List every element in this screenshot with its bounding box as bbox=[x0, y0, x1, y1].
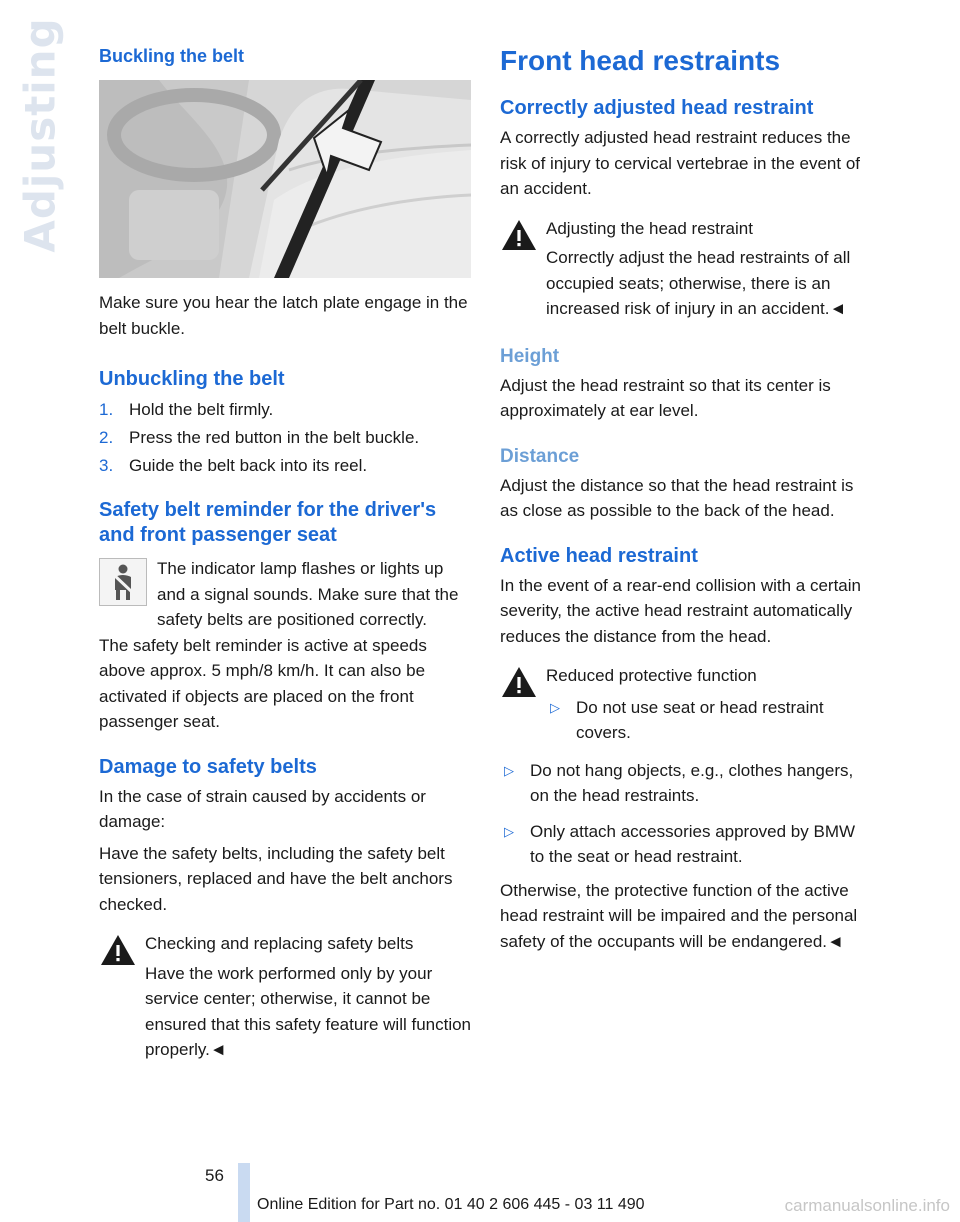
list-item: ▷ Only attach accessories approved by BMW to the seat or head restraint. bbox=[500, 819, 872, 870]
reminder-text-2: The safety belt reminder is active at speeds above approx. 5 mph/8 km/h. It can also be activated if objects are placed on the front passenger seat. bbox=[99, 635, 427, 731]
seat-belt-photo bbox=[99, 80, 471, 278]
seatbelt-indicator-icon bbox=[99, 558, 147, 606]
warning-bullets-cont bbox=[500, 758, 872, 870]
seat-belt-illustration bbox=[99, 80, 471, 278]
bullet-triangle-icon: ▷ bbox=[504, 762, 514, 778]
left-column bbox=[99, 40, 471, 1063]
closing-text: Otherwise, the protective function of the active head restraint will be impaired and the personal safety of the occupants will be endangered.◄ bbox=[500, 880, 858, 951]
height-heading: Height bbox=[500, 345, 560, 367]
distance-heading: Distance bbox=[500, 445, 580, 467]
reminder-heading: Safety belt reminder for the driver's and front passenger seat bbox=[99, 499, 437, 546]
height-text: Adjust the head restraint so that its center is approximately at ear level. bbox=[500, 375, 831, 420]
correct-text: A correctly adjusted head restraint reduces the risk of injury to cervical vertebrae in the event of an accident. bbox=[500, 128, 860, 198]
edition-text: Online Edition for Part no. 01 40 2 606 445 - 03 11 490 bbox=[257, 1196, 645, 1213]
watermark: carmanualsonline.info bbox=[784, 1196, 950, 1215]
warning-title: Reduced protective function bbox=[546, 666, 757, 685]
section-tab-label: Adjusting bbox=[15, 17, 65, 253]
bullet-triangle-icon: ▷ bbox=[550, 699, 560, 715]
warning-text: Have the work performed only by your service center; otherwise, it cannot be ensured that this safety feature will function properly.◄ bbox=[145, 963, 472, 1059]
adjust-warning-note bbox=[500, 216, 872, 322]
main-heading: Front head restraints bbox=[500, 45, 781, 76]
warning-title: Checking and replacing safety belts bbox=[145, 934, 414, 953]
list-item: ▷ Do not hang objects, e.g., clothes hangers, on the head restraints. bbox=[500, 758, 872, 809]
warning-icon bbox=[500, 665, 538, 699]
warning-text: Correctly adjust the head restraints of all occupied seats; otherwise, there is an increased risk of injury in an accident.◄ bbox=[546, 248, 851, 318]
unbuckling-steps bbox=[99, 396, 471, 480]
distance-text: Adjust the distance so that the head restraint is as close as possible to the back of the head. bbox=[500, 475, 854, 520]
warning-title: Adjusting the head restraint bbox=[546, 218, 753, 238]
list-item: 3. Guide the belt back into its reel. bbox=[99, 456, 368, 475]
unbuckling-heading: Unbuckling the belt bbox=[99, 368, 285, 390]
reminder-text: The indicator lamp flashes or lights up and a signal sounds. Make sure that the safety belts are positioned correctly. bbox=[157, 559, 459, 629]
damage-heading: Damage to safety belts bbox=[99, 755, 317, 778]
reminder-note bbox=[99, 556, 471, 633]
active-heading: Active head restraint bbox=[500, 544, 698, 567]
list-item: 2. Press the red button in the belt buckle. bbox=[99, 428, 420, 447]
list-item: 1. Hold the belt firmly. bbox=[99, 400, 274, 419]
warning-icon bbox=[500, 218, 538, 252]
damage-text-1: In the case of strain caused by accidents or damage: bbox=[99, 786, 426, 831]
section-tab bbox=[0, 17, 80, 253]
footer-bar bbox=[238, 1163, 250, 1222]
page-number: 56 bbox=[205, 1166, 224, 1185]
correct-heading: Correctly adjusted head restraint bbox=[500, 97, 814, 119]
active-text: In the event of a rear-end collision with a certain severity, the active head restraint automatically reduces the distance from the head. bbox=[500, 575, 861, 646]
warning-icon bbox=[99, 933, 137, 967]
list-item: ▷ Do not use seat or head restraint covers. bbox=[546, 695, 872, 746]
belt-warning-note bbox=[99, 931, 471, 1063]
reduced-warning-note bbox=[500, 663, 872, 746]
warning-bullets bbox=[500, 695, 872, 746]
buckling-text: Make sure you hear the latch plate engage in the belt buckle. bbox=[99, 293, 468, 338]
bullet-triangle-icon: ▷ bbox=[504, 823, 514, 839]
damage-text-2: Have the safety belts, including the safety belt tensioners, replaced and have the belt anchors checked. bbox=[99, 843, 453, 914]
right-column bbox=[500, 40, 872, 954]
buckling-heading: Buckling the belt bbox=[99, 46, 245, 66]
